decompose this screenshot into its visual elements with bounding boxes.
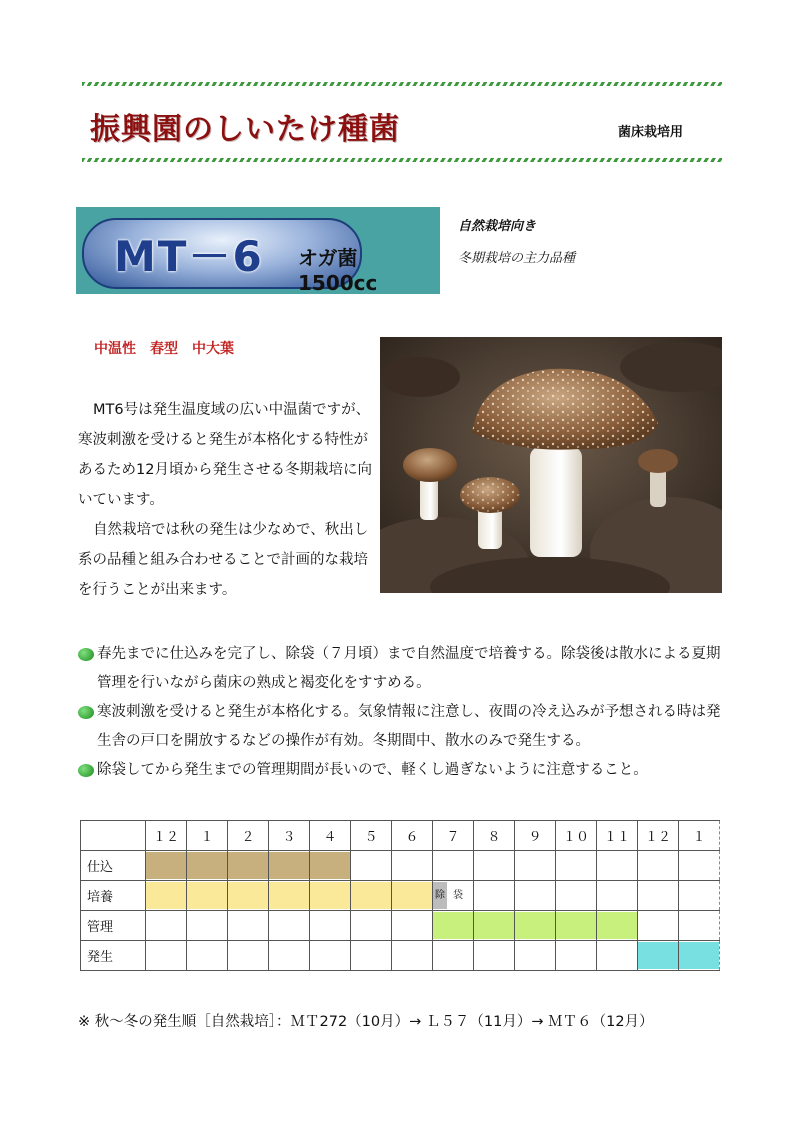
- month-header: ８: [474, 821, 515, 851]
- schedule-bar: [597, 912, 637, 939]
- schedule-bar: [228, 852, 268, 879]
- schedule-header-row: [81, 821, 720, 851]
- schedule-bar: [228, 882, 268, 909]
- schedule-row-management: [81, 911, 720, 941]
- shiitake-mushroom-photo: [380, 337, 722, 593]
- schedule-bar: [269, 852, 309, 879]
- list-item: [78, 756, 728, 785]
- schedule-corner: [81, 821, 146, 851]
- bottom-divider: [82, 158, 722, 162]
- schedule-bar: [146, 852, 186, 879]
- description: [78, 395, 378, 605]
- product-banner: [76, 207, 440, 294]
- schedule-bar: [515, 912, 555, 939]
- schedule-bar: [392, 882, 432, 909]
- month-header: １２: [638, 821, 679, 851]
- month-header: ９: [515, 821, 556, 851]
- row-label: 管理: [81, 911, 146, 941]
- product-code: MT－6: [114, 231, 264, 281]
- schedule-row-preparation: [81, 851, 720, 881]
- description-paragraph: 自然栽培では秋の発生は少なめで、秋出し系の品種と組み合わせることで計画的な栽培を行うことが出来ます。: [78, 522, 369, 598]
- schedule-bar: [474, 912, 514, 939]
- schedule-bar: [187, 882, 227, 909]
- schedule-bar: [269, 882, 309, 909]
- cultivation-schedule: [80, 820, 720, 971]
- month-header: ２: [228, 821, 269, 851]
- month-header: １: [187, 821, 228, 851]
- top-divider: [82, 82, 722, 86]
- schedule-bar: [433, 912, 473, 939]
- schedule-bar: [351, 882, 391, 909]
- page-title: 振興園のしいたけ種菌: [90, 112, 400, 147]
- list-item: [78, 640, 728, 698]
- month-header: １１: [597, 821, 638, 851]
- footnote: ※ 秋～冬の発生順［自然栽培］：ＭＴ272（10月）→ Ｌ５７（11月）→ ＭＴ６（12月）: [78, 1014, 654, 1030]
- row-label: 仕込: [81, 851, 146, 881]
- description-paragraph: MT6号は発生温度域の広い中温菌ですが、寒波刺激を受けると発生が本格化する特性があるため12月頃から発生させる冬期栽培に向いています。: [78, 402, 372, 508]
- schedule-bar: [556, 912, 596, 939]
- page-subtitle: 菌床栽培用: [618, 125, 684, 140]
- bullet-dot-icon: [78, 648, 94, 661]
- month-header: １０: [556, 821, 597, 851]
- list-item: [78, 698, 728, 756]
- month-header: １２: [146, 821, 187, 851]
- month-header: ６: [392, 821, 433, 851]
- product-subname: オガ菌 1500cc: [298, 246, 378, 295]
- traits-line: 中温性 春型 中大葉: [94, 341, 234, 357]
- bag-removal-label: 袋: [453, 890, 463, 901]
- bullet-text: 春先までに仕込みを完了し、除袋（７月頃）まで自然温度で培養する。除袋後は散水による夏期管理を行いながら菌床の熟成と褐変化をすすめる。: [97, 646, 721, 691]
- bullet-text: 除袋してから発生までの管理期間が長いので、軽くし過ぎないように注意すること。: [97, 762, 648, 778]
- schedule-bar: [679, 942, 719, 969]
- month-header: ５: [351, 821, 392, 851]
- bullet-dot-icon: [78, 706, 94, 719]
- bullet-list: [78, 640, 728, 785]
- tag-primary: 自然栽培向き: [458, 219, 537, 234]
- month-header: ３: [269, 821, 310, 851]
- schedule-bar: [187, 852, 227, 879]
- schedule-row-fruiting: [81, 941, 720, 971]
- row-label: 培養: [81, 881, 146, 911]
- schedule-bar: [310, 882, 350, 909]
- tag-secondary: 冬期栽培の主力品種: [458, 251, 576, 266]
- schedule-bar: [638, 942, 678, 969]
- schedule-bar: [310, 852, 350, 879]
- bag-removal-marker: 除: [433, 882, 447, 909]
- month-header: ７: [433, 821, 474, 851]
- month-header: １: [679, 821, 720, 851]
- schedule-bar: [146, 882, 186, 909]
- bullet-text: 寒波刺激を受けると発生が本格化する。気象情報に注意し、夜間の冷え込みが予想される時は発生舎の戸口を開放するなどの操作が有効。冬期間中、散水のみで発生する。: [97, 704, 721, 749]
- row-label: 発生: [81, 941, 146, 971]
- month-header: ４: [310, 821, 351, 851]
- bullet-dot-icon: [78, 764, 94, 777]
- schedule-row-incubation: [81, 881, 720, 911]
